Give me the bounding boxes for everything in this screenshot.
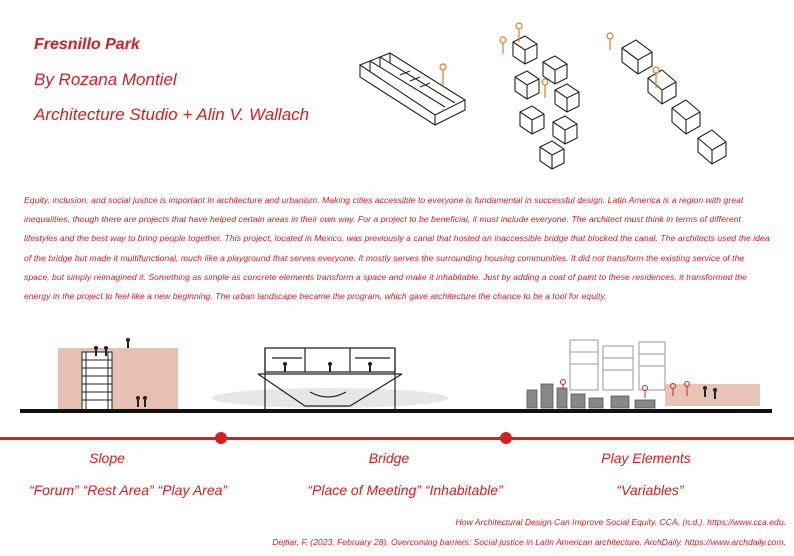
project-title: Fresnillo Park: [34, 36, 140, 53]
section-label-play-elements: Play Elements: [601, 450, 691, 466]
bridge-section-sketch: [210, 340, 450, 412]
ground-line: [20, 409, 772, 413]
studio-line: Architecture Studio + Alin V. Wallach: [34, 105, 310, 124]
timeline-marker: [500, 432, 512, 444]
section-label-slope: Slope: [89, 450, 125, 466]
reference-2: Dejtiar, F. (2023, February 28). Overcoming barriers: Social justice in Latin American architecture. ArchDaily. https://www.archdaily.com.: [272, 537, 786, 547]
slope-section-sketch: [50, 338, 190, 410]
section-sub-play-elements: “Variables”: [616, 482, 684, 498]
slope-axonometric-sketch: [355, 45, 475, 130]
author-line: By Rozana Montiel: [34, 70, 177, 89]
timeline-marker: [215, 432, 227, 444]
play-elements-axonometric-sketch: [600, 28, 750, 178]
play-elements-section-sketch: [515, 338, 765, 412]
timeline-line: [0, 437, 794, 440]
bridge-axonometric-sketch: [495, 22, 585, 177]
section-sub-slope: “Forum” “Rest Area” “Play Area”: [28, 482, 228, 498]
section-label-bridge: Bridge: [368, 450, 410, 466]
section-sub-bridge: “Place of Meeting” “Inhabitable”: [307, 482, 503, 498]
body-paragraph: Equity, inclusion, and social justice is important in architecture and urbanism. Making cities accessible to everyone is fundamental in successful design. Latin America is a region with great inequalities, though there are projects that have helped certain areas in their own way. For a project to be beneficial, it must include everyone. The architect must think in terms of different lifestyles and the best way to bring people together. This project, located in Mexico, was previously a canal that hosted an inaccessible bridge that blocked the canal. The architects used the idea of the bridge but made it multifunctional, much like a playground that serves everyone. It mostly serves the surrounding housing communities. It did not transform the existing service of the space, but simply reimagined it. Something as simple as concrete elements transform a space and make it inhabitable. Just by adding a coat of paint to these residences, it transformed the energy in the project to feel like a new beginning. The urban landscape became the program, which gave architecture the chance to be a tool for equity.: [24, 195, 770, 302]
reference-1: How Architectural Design Can Improve Social Equity. CCA. (n.d.). https://www.cca.edu.: [455, 517, 786, 527]
